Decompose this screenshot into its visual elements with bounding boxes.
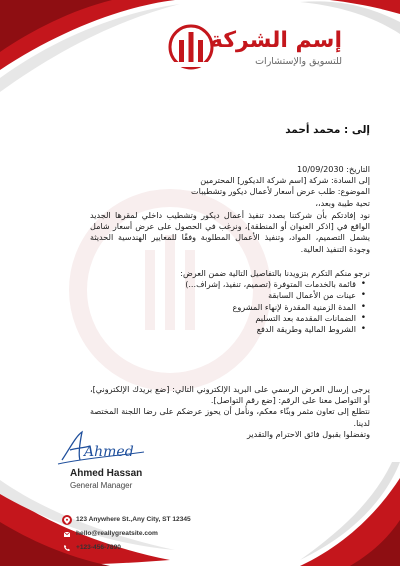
- handwritten-signature: [56, 426, 146, 470]
- list-item: • عينات من الأعمال السابقة: [90, 290, 356, 301]
- signature-text: Ahmed: [84, 444, 134, 460]
- signer-name: Ahmed Hassan: [70, 468, 143, 479]
- contact-address: 123 Anywhere St.,Any City, ST 12345: [76, 516, 191, 523]
- intro-paragraph: نود إفادتكم بأن شركتنا بصدد تنفيذ أعمال ديكور وتشطيب داخلي لمقرها الجديد الواقع في [اذكر العنوان أو المنطقة]، ونرغب في الحصول على عرض أسعار شامل يشمل التصميم، المواد، وتنفيذ الأعمال المطلوبة وفقًا للمعايير الهندسية الحديثة وجودة التنفيذ العالية.: [90, 210, 370, 254]
- letter-date: التاريخ: 10/09/2030: [297, 164, 370, 174]
- contact-row-phone: [62, 542, 191, 554]
- requirements-list: [90, 279, 370, 335]
- phone-icon: [62, 543, 72, 553]
- list-item: • قائمة بالخدمات المتوفرة (تصميم، تنفيذ، إشراف...): [90, 279, 356, 290]
- closing-paragraph: نتطلع إلى تعاون مثمر وبنّاء معكم، ونأمل أن يحوز عرضكم على رضا اللجنة المختصة لدينا.: [90, 406, 370, 428]
- company-name: إسم الشركة: [209, 28, 342, 53]
- list-item: • المدة الزمنية المقدرة لإنهاء المشروع: [90, 302, 356, 313]
- closing-paragraph: يرجى إرسال العرض الرسمي على البريد الإلكتروني التالي: [ضع بريدك الإلكتروني]، أو التواصل معنا على الرقم: [ضع رقم التواصل].: [90, 384, 370, 406]
- recipient-line: إلى : محمد أحمد: [285, 124, 370, 136]
- letter-greeting: تحية طيبة وبعد،،: [315, 197, 370, 208]
- pillars-logo-icon: [166, 22, 216, 72]
- contact-email[interactable]: hello@reallygreatsite.com: [76, 530, 158, 537]
- location-pin-icon: [62, 515, 72, 525]
- contact-row-address: [62, 514, 191, 526]
- signer-block: [70, 468, 142, 491]
- signer-title: General Manager: [70, 481, 133, 490]
- contact-row-email: [62, 528, 191, 540]
- letter-intro: [90, 210, 370, 255]
- company-tagline: للتسويق والإستشارات: [255, 56, 342, 67]
- contact-phone[interactable]: +123-456-7890: [76, 544, 121, 551]
- letter-addressee: إلى السادة: شركة [اسم شركة الديكور] المحترمين: [200, 175, 370, 186]
- contact-info: [62, 514, 191, 556]
- closing-salutation: وتفضلوا بقبول فائق الاحترام والتقدير: [246, 428, 370, 439]
- list-intro: نرجو منكم التكرم بتزويدنا بالتفاصيل التالية ضمن العرض:: [180, 268, 370, 278]
- brand-block: [209, 28, 342, 68]
- list-item: • الشروط المالية وطريقة الدفع: [90, 324, 356, 335]
- letter-header-info: [90, 164, 370, 209]
- letter-subject: الموضوع: طلب عرض أسعار لأعمال ديكور وتشطيبات: [191, 186, 370, 197]
- list-item: • الضمانات المقدمة بعد التسليم: [90, 313, 356, 324]
- email-icon: [62, 529, 72, 539]
- requirements-section: [90, 268, 370, 335]
